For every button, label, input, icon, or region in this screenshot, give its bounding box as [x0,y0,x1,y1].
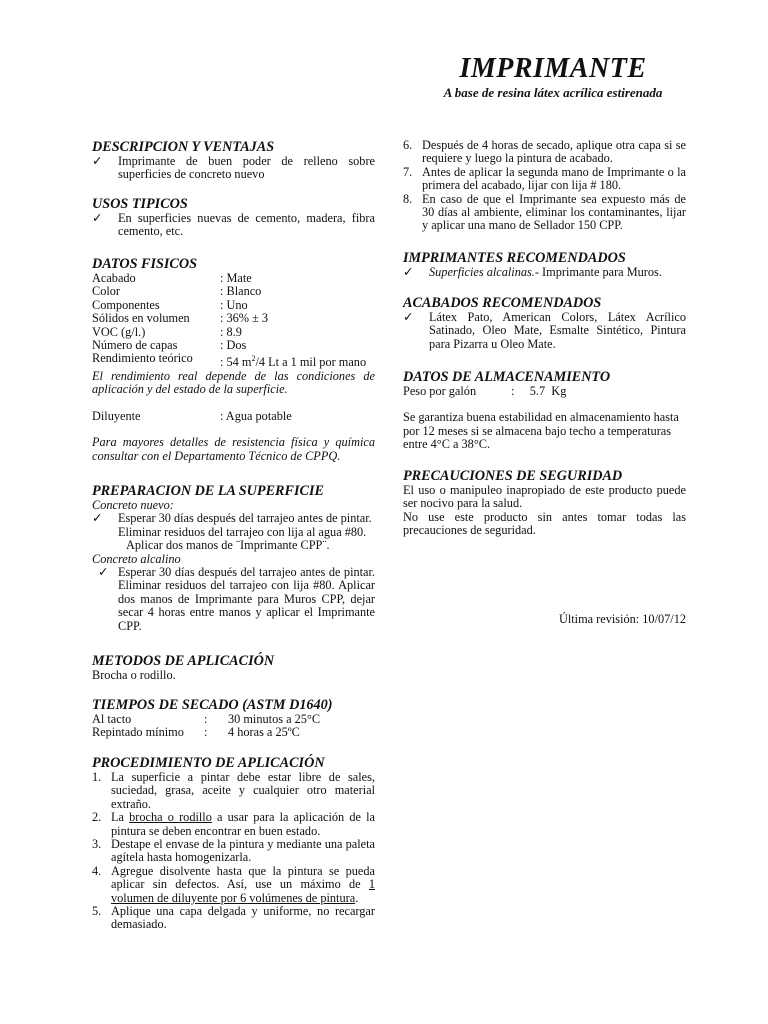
checkmark-icon: ✓ [92,211,103,225]
bullet-item [92,512,375,552]
list-item [403,166,686,193]
tiempo-value: 30 minutos a 25°C [228,712,321,726]
checkmark-icon: ✓ [98,565,109,580]
spec-row [92,285,375,298]
list-item [92,865,375,905]
section-usos [92,196,375,239]
section-heading: TIEMPOS DE SECADO (ASTM D1640) [92,697,333,713]
spec-label: Componentes [92,297,160,312]
bullet-text-italic: Superficies alcalinas. [429,265,535,279]
checkmark-icon: ✓ [92,511,103,526]
rendimiento-value: : 54 m [220,355,252,370]
list-item [92,811,375,838]
list-text: Antes de aplicar la segunda mano de Imprimante o la primera del acabado, lijar con lija # 180. [422,164,686,193]
spec-row [92,339,375,352]
bullet-item [92,566,375,633]
bullet-item [403,266,686,279]
peso-row [403,385,686,398]
spec-label: Número de capas [92,338,178,353]
spec-label: Color [92,284,121,299]
subheading-concreto-alcalino: Concreto alcalino [92,551,181,566]
spec-label: Rendimiento teórico [92,351,193,366]
list-number: 7. [403,164,413,179]
list-number: 8. [403,191,413,206]
section-heading: METODOS DE APLICACIÓN [92,653,275,669]
section-heading: PREPARACION DE LA SUPERFICIE [92,483,324,499]
spec-label: Acabado [92,271,136,285]
section-heading: DATOS DE ALMACENAMIENTO [403,369,611,385]
list-text: Aplique una capa delgada y uniforme, no recargar demasiado. [111,904,375,932]
section-heading: ACABADOS RECOMENDADOS [403,295,602,311]
list-text-underlined: brocha o rodillo [129,810,212,825]
section-procedimiento [92,755,375,932]
spec-value [220,352,375,370]
checkmark-icon: ✓ [403,265,414,279]
detalles-note: Para mayores detalles de resistencia física y química consultar con el Departamento Técnico de CPPQ. [92,435,375,463]
section-metodos [92,653,375,682]
list-text-post: a usar para la aplicación de la pintura se deben encontrar en buen estado. [111,810,376,838]
list-number: 6. [403,138,413,152]
spec-label: Sólidos en volumen [92,311,190,326]
revision-date: Última revisión: 10/07/12 [558,612,686,626]
section-heading: DATOS FISICOS [92,256,198,272]
rendimiento-unit: /4 Lt a 1 mil por mano [255,355,367,370]
spec-row-diluyente [92,410,375,423]
section-heading: PRECAUCIONES DE SEGURIDAD [403,468,623,484]
tiempo-label: Al tacto [92,712,132,726]
list-item [403,139,686,166]
left-column [92,0,375,1024]
bullet-item [403,311,686,351]
peso-value: : 5.7 Kg [511,384,567,398]
list-text: La superficie a pintar debe estar libre de sales, suciedad, grasa, aceite y cualquier otro material extraño. [111,770,375,811]
section-heading: PROCEDIMIENTO DE APLICACIÓN [92,755,325,771]
section-descripcion [92,139,375,182]
document-subtitle: A base de resina látex acrílica estirenada [443,85,663,100]
spec-row [92,272,375,285]
bullet-text: Aplicar dos manos de ¨Imprimante CPP¨. [126,538,330,553]
list-number: 2. [92,810,102,825]
spec-value: : Agua potable [220,408,292,423]
spec-row-rendimiento [92,352,375,370]
checkmark-icon: ✓ [403,310,414,324]
bullet-item [92,212,375,239]
spec-row [92,299,375,312]
list-text-post: . [355,890,359,905]
rendimiento-note: El rendimiento real depende de las condiciones de aplicación y del estado de la superficie. [92,368,375,397]
spec-value: : Dos [220,338,247,353]
rendimiento-superscript: 2 [251,354,256,364]
spec-row [92,326,375,339]
list-item [92,771,375,811]
tiempo-value: 4 horas a 25ºC [228,725,300,740]
tiempo-colon: : [204,725,208,740]
section-heading: USOS TIPICOS [92,196,188,212]
section-preparacion [92,483,375,633]
precauciones-text: No use este producto sin antes tomar todas las precauciones de seguridad. [403,509,686,538]
list-item [403,193,686,233]
list-number: 4. [92,863,102,878]
subheading-concreto-nuevo: Concreto nuevo: [92,498,174,512]
tiempo-label: Repintado mínimo [92,725,184,740]
list-text-underlined: 1 volumen de diluyente por 6 volúmenes de pintura [111,877,375,905]
tiempo-row [92,713,375,726]
tiempo-colon: : [204,712,208,726]
procedimiento-continued [403,139,686,233]
bullet-item [92,155,375,182]
section-acabados [403,295,686,351]
spec-value: : 8.9 [220,324,242,339]
list-text-pre: La [111,810,130,825]
spec-value: : 36% ± 3 [220,311,269,326]
bullet-text: - Imprimante para Muros. [534,265,662,279]
spec-label: Diluyente [92,408,141,423]
section-tiempos [92,697,375,740]
spec-value: : Mate [220,271,252,285]
list-item [92,838,375,865]
bullet-text: En superficies nuevas de cemento, madera, fibra cemento, etc. [118,211,375,239]
list-text: Destape el envase de la pintura y mediante una paleta agítela hasta homogenizarla. [111,837,375,865]
section-heading: IMPRIMANTES RECOMENDADOS [403,250,626,266]
document-title: IMPRIMANTE [459,53,647,84]
tiempo-row [92,726,375,739]
spec-value: : Uno [220,297,248,312]
spec-row [92,312,375,325]
bullet-text: Imprimante de buen poder de relleno sobre superficies de concreto nuevo [118,154,375,182]
metodos-text: Brocha o rodillo. [92,668,176,682]
section-almacenamiento [403,369,686,452]
list-text-pre: Agregue disolvente hasta que la pintura se pueda aplicar sin defectos. Así, use un máximo de [111,863,375,892]
peso-label: Peso por galón [403,384,477,398]
bullet-text: Esperar 30 días después del tarrajeo antes de pintar. Eliminar residuos del tarrajeo con lija #80. Aplicar dos manos de Imprimante para Muros CPP, dejar secar 4 horas entre manos y aplicar el Imprimante CPP. [118,565,375,633]
bullet-text: Eliminar residuos del tarrajeo con lija al agua #80. [118,524,367,539]
section-datos-fisicos [92,256,375,463]
list-number: 5. [92,904,102,919]
list-number: 1. [92,770,102,784]
checkmark-icon: ✓ [92,154,103,168]
section-imprimantes [403,250,686,279]
list-item [92,905,375,932]
right-column [403,0,686,1024]
spec-label: VOC (g/l.) [92,324,146,339]
almacenamiento-text: Se garantiza buena estabilidad en almacenamiento hasta por 12 meses si se almacena bajo techo a temperaturas entre 4°C a 38°C. [403,410,679,452]
spec-value: : Blanco [220,284,262,299]
list-number: 3. [92,837,102,852]
bullet-text: Látex Pato, American Colors, Látex Acrílico Satinado, Oleo Mate, Esmalte Sintético, Pintura para Pizarra u Oleo Mate. [429,310,686,351]
bullet-text: Esperar 30 días después del tarrajeo antes de pintar. [118,511,372,526]
section-precauciones [403,468,686,538]
list-text: En caso de que el Imprimante sea expuesto más de 30 días al ambiente, eliminar los contaminantes, lijar y aplicar una mano de Sellador 150 CPP. [422,191,686,233]
section-heading: DESCRIPCION Y VENTAJAS [92,139,275,155]
precauciones-text: El uso o manipuleo inapropiado de este producto puede ser nocivo para la salud. [403,483,686,511]
list-text: Después de 4 horas de secado, aplique otra capa si se requiere y luego la pintura de acabado. [422,138,686,166]
